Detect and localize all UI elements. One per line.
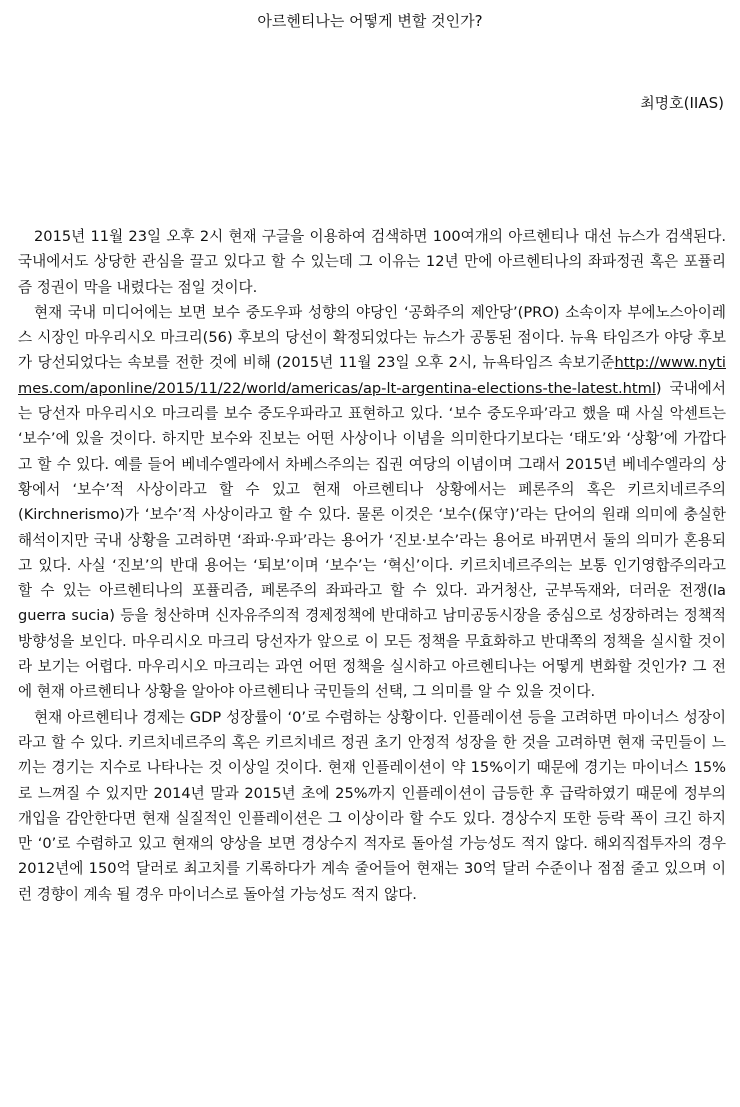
paragraph-2 <box>18 300 726 705</box>
author-name: 최명호(IIAS) <box>640 94 724 112</box>
document-title: 아르헨티나는 어떻게 변할 것인가? <box>257 12 483 30</box>
paragraph-2-text-after: ) 국내에서는 당선자 마우리시오 마크리를 보수 중도우파라고 표현하고 있다. ‘보수 중도우파’라고 했을 때 사실 악센트는 ‘보수’에 있을 것이다. 하지만 보수와 진보는 어떤 사상이나 이념을 의미한다기보다는 ‘태도’와 ‘상황’에 가깝다고 할 수 있다. 예를 들어 베네수엘라에서 차베스주의는 집권 여당의 이념이며 그래서 2015년 베네수엘라의 상황에서 ‘보수’적 사상이라고 할 수 있고 현재 아르헨티나 상황에서는 페론주의 혹은 키르치네르주의(Kirchnerismo)가 ‘보수’적 사상이라고 할 수 있다. 물론 이것은 ‘보수(保守)’라는 단어의 원래 의미에 충실한 해석이지만 국내 상황을 고려하면 ‘좌파·우파’라는 용어가 ‘진보·보수’라는 용어로 바뀌면서 둘의 의미가 혼용되고 있다. 사실 ‘진보’의 반대 용어는 ‘퇴보’이며 ‘보수’는 ‘혁신’이다. 키르치네르주의는 보통 인기영합주의라고 할 수 있는 아르헨티나의 포퓰리즘, 페론주의 좌파라고 할 수 있다. 과거청산, 군부독재와, 더러운 전쟁(la guerra sucia) 등을 청산하며 신자유주의적 경제정책에 반대하고 남미공동시장을 중심으로 성장하려는 정책적 방향성을 보인다. 마우리시오 마크리 당선자가 앞으로 이 모든 정책을 무효화하고 반대쪽의 정책을 실시할 것이라 보기는 어렵다. 마우리시오 마크리는 과연 어떤 정책을 실시하고 아르헨티나는 어떻게 변화할 것인가? 그 전에 현재 아르헨티나 상황을 알아야 아르헨티나 국민들의 선택, 그 의미를 알 수 있을 것이다. <box>18 379 726 701</box>
paragraph-2-text-before: 현재 국내 미디어에는 보면 보수 중도우파 성향의 야당인 ‘공화주의 제안당’(PRO) 소속이자 부에노스아이레스 시장인 마우리시오 마크리(56) 후보의 당선이 확정되었다는 뉴스가 공통된 점이다. 뉴욕 타임즈가 야당 후보가 당선되었다는 속보를 전한 것에 비해 (2015년 11월 23일 오후 2시, 뉴욕타임즈 속보기준 <box>18 303 726 372</box>
nytimes-link[interactable]: http://www.nytimes.com/aponline/2015/11/22/world/americas/ap-lt-argentina-elections-the-latest.html <box>18 354 726 397</box>
paragraph-1: 2015년 11월 23일 오후 2시 현재 구글을 이용하여 검색하면 100여개의 아르헨티나 대선 뉴스가 검색된다. 국내에서도 상당한 관심을 끌고 있다고 할 수 있는데 그 이유는 12년 만에 아르헨티나의 좌파정권 혹은 포퓰리즘 정권이 막을 내렸다는 점일 것이다. <box>18 228 726 296</box>
paragraph-3: 현재 아르헨티나 경제는 GDP 성장률이 ‘0’로 수렴하는 상황이다. 인플레이션 등을 고려하면 마이너스 성장이라고 할 수 있다. 키르치네르주의 혹은 키르치네르 정권 초기 안정적 성장을 한 것을 고려하면 현재 국민들이 느끼는 경기는 지수로 나타나는 것 이상일 것이다. 현재 인플레이션이 약 15%이기 때문에 경기는 마이너스 15%로 느껴질 수 있지만 2014년 말과 2015년 초에 25%까지 인플레이션이 급등한 후 급락하였기 때문에 정부의 개입을 감안한다면 현재 실질적인 인플레이션은 그 이상이라 할 수도 있다. 경상수지 또한 등락 폭이 크긴 하지만 ‘0’로 수렴하고 있고 현재의 양상을 보면 경상수지 적자로 돌아설 가능성도 적지 않다. 해외직접투자의 경우 2012년에 150억 달러로 최고치를 기록하다가 계속 줄어들어 현재는 30억 달러 수준이나 점점 줄고 있으며 이런 경향이 계속 될 경우 마이너스로 돌아설 가능성도 적지 않다. <box>18 708 726 903</box>
article-body <box>18 224 726 907</box>
